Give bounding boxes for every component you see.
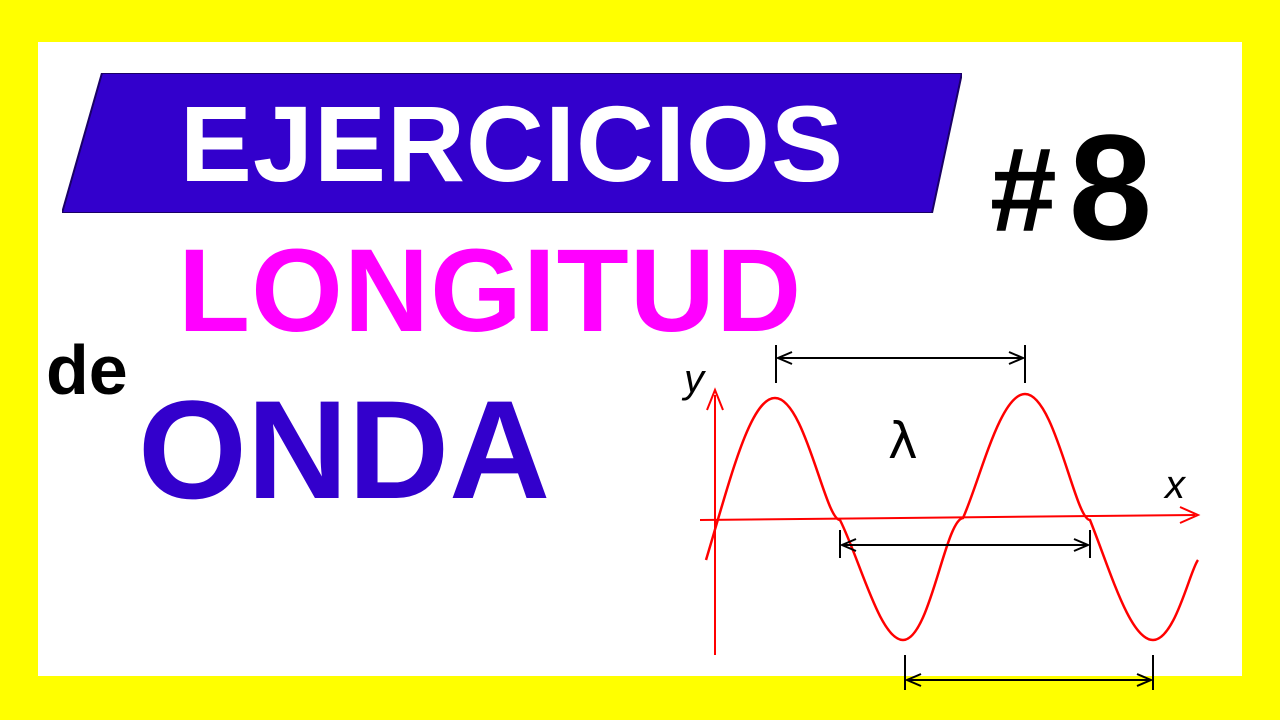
title-longitud: LONGITUD (178, 225, 803, 357)
y-axis-label: y (684, 357, 704, 401)
hash-symbol: # (990, 123, 1057, 257)
x-axis (700, 515, 1195, 520)
banner-title: EJERCICIOS (179, 82, 845, 204)
episode-digit: 8 (1068, 103, 1153, 271)
lambda-label: λ (888, 412, 918, 470)
title-de: de (46, 331, 128, 409)
title-onda: ONDA (138, 371, 551, 528)
x-axis-label: x (1165, 463, 1185, 507)
